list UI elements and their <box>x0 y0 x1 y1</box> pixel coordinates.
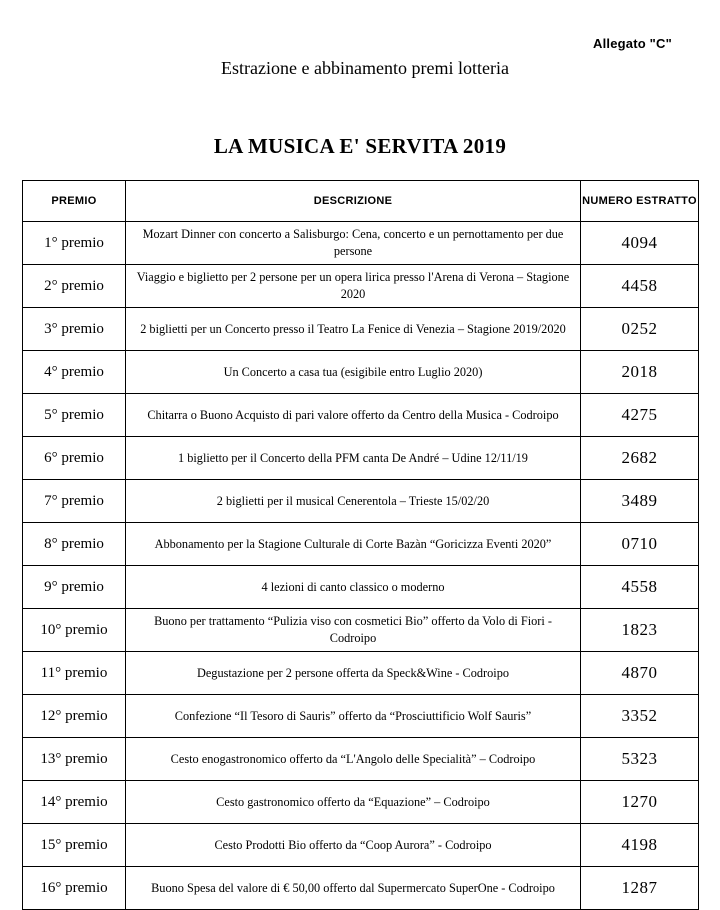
cell-number: 4458 <box>581 265 699 308</box>
cell-prize: 8° premio <box>23 523 126 566</box>
cell-description: Cesto gastronomico offerto da “Equazione” – Codroipo <box>126 781 581 824</box>
cell-number: 1270 <box>581 781 699 824</box>
cell-description: Degustazione per 2 persone offerta da Speck&Wine - Codroipo <box>126 652 581 695</box>
prizes-table-body <box>23 222 699 910</box>
cell-prize: 7° premio <box>23 480 126 523</box>
table-row <box>23 695 699 738</box>
cell-number: 5323 <box>581 738 699 781</box>
cell-prize: 5° premio <box>23 394 126 437</box>
table-row <box>23 351 699 394</box>
cell-description: Viaggio e biglietto per 2 persone per un opera lirica presso l'Arena di Verona – Stagione 2020 <box>126 265 581 308</box>
cell-description: Chitarra o Buono Acquisto di pari valore offerto da Centro della Musica - Codroipo <box>126 394 581 437</box>
cell-description: 4 lezioni di canto classico o moderno <box>126 566 581 609</box>
cell-number: 4558 <box>581 566 699 609</box>
table-row <box>23 480 699 523</box>
table-row <box>23 566 699 609</box>
table-row <box>23 523 699 566</box>
cell-number: 4275 <box>581 394 699 437</box>
cell-description: Un Concerto a casa tua (esigibile entro Luglio 2020) <box>126 351 581 394</box>
cell-number: 3489 <box>581 480 699 523</box>
cell-description: Confezione “Il Tesoro di Sauris” offerto da “Prosciuttificio Wolf Sauris” <box>126 695 581 738</box>
cell-description: Mozart Dinner con concerto a Salisburgo: Cena, concerto e un pernottamento per due persone <box>126 222 581 265</box>
cell-description: Abbonamento per la Stagione Culturale di Corte Bazàn “Goricizza Eventi 2020” <box>126 523 581 566</box>
annex-label: Allegato "C" <box>592 36 672 51</box>
cell-description: 2 biglietti per un Concerto presso il Teatro La Fenice di Venezia – Stagione 2019/2020 <box>126 308 581 351</box>
table-row <box>23 609 699 652</box>
table-row <box>23 308 699 351</box>
cell-prize: 15° premio <box>23 824 126 867</box>
cell-number: 3352 <box>581 695 699 738</box>
table-row <box>23 652 699 695</box>
table-row <box>23 437 699 480</box>
cell-number: 4870 <box>581 652 699 695</box>
cell-prize: 16° premio <box>23 867 126 910</box>
document-subject: Estrazione e abbinamento premi lotteria <box>221 58 509 78</box>
table-row <box>23 738 699 781</box>
column-header-number: NUMERO ESTRATTO <box>581 181 699 222</box>
table-row <box>23 265 699 308</box>
cell-description: Buono Spesa del valore di € 50,00 offerto dal Supermercato SuperOne - Codroipo <box>126 867 581 910</box>
cell-prize: 11° premio <box>23 652 126 695</box>
page-title: LA MUSICA E' SERVITA 2019 <box>213 134 507 158</box>
cell-description: Cesto enogastronomico offerto da “L'Angolo delle Specialità” – Codroipo <box>126 738 581 781</box>
cell-number: 2682 <box>581 437 699 480</box>
cell-prize: 10° premio <box>23 609 126 652</box>
cell-number: 4094 <box>581 222 699 265</box>
cell-description: 1 biglietto per il Concerto della PFM canta De André – Udine 12/11/19 <box>126 437 581 480</box>
table-header-row <box>23 181 699 222</box>
cell-description: Cesto Prodotti Bio offerto da “Coop Aurora” - Codroipo <box>126 824 581 867</box>
table-row <box>23 867 699 910</box>
cell-prize: 12° premio <box>23 695 126 738</box>
cell-prize: 3° premio <box>23 308 126 351</box>
cell-prize: 13° premio <box>23 738 126 781</box>
cell-number: 4198 <box>581 824 699 867</box>
cell-prize: 4° premio <box>23 351 126 394</box>
cell-number: 2018 <box>581 351 699 394</box>
table-row <box>23 394 699 437</box>
prizes-table <box>22 180 699 910</box>
column-header-prize: PREMIO <box>23 181 126 222</box>
column-header-description: DESCRIZIONE <box>126 181 581 222</box>
cell-prize: 14° premio <box>23 781 126 824</box>
cell-number: 0710 <box>581 523 699 566</box>
cell-number: 1287 <box>581 867 699 910</box>
table-row <box>23 222 699 265</box>
table-row <box>23 824 699 867</box>
cell-prize: 9° premio <box>23 566 126 609</box>
cell-description: Buono per trattamento “Pulizia viso con cosmetici Bio” offerto da Volo di Fiori - Codroipo <box>126 609 581 652</box>
cell-description: 2 biglietti per il musical Cenerentola – Trieste 15/02/20 <box>126 480 581 523</box>
cell-number: 0252 <box>581 308 699 351</box>
cell-prize: 6° premio <box>23 437 126 480</box>
table-row <box>23 781 699 824</box>
cell-prize: 1° premio <box>23 222 126 265</box>
cell-prize: 2° premio <box>23 265 126 308</box>
cell-number: 1823 <box>581 609 699 652</box>
